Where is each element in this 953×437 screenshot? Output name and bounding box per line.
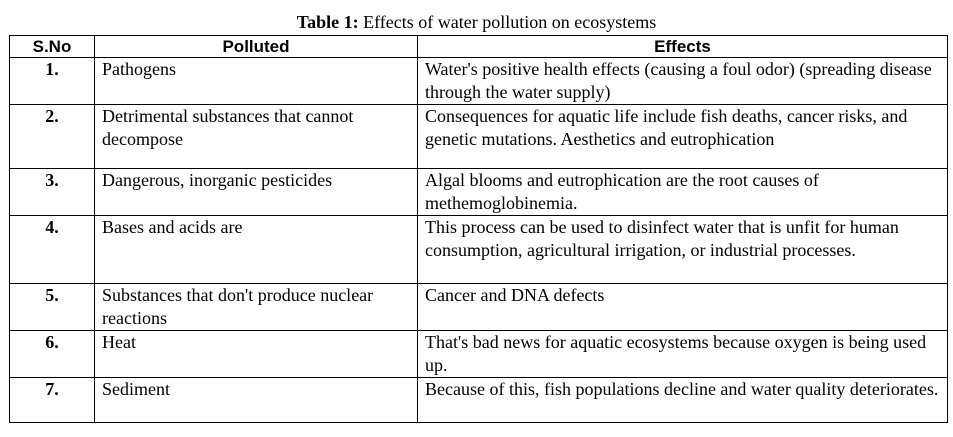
pollution-effects-table — [9, 35, 948, 423]
cell-polluted: Bases and acids are — [95, 216, 418, 284]
cell-sno: 4. — [10, 216, 95, 284]
cell-sno: 5. — [10, 284, 95, 331]
table-row — [10, 58, 948, 105]
table-row — [10, 284, 948, 331]
table-row — [10, 331, 948, 378]
table-row — [10, 216, 948, 284]
cell-sno: 7. — [10, 378, 95, 423]
cell-polluted: Detrimental substances that cannot decompose — [95, 105, 418, 169]
table-row — [10, 105, 948, 169]
cell-sno: 2. — [10, 105, 95, 169]
cell-sno: 3. — [10, 169, 95, 216]
table-header-row — [10, 36, 948, 58]
header-polluted: Polluted — [95, 36, 418, 58]
cell-polluted: Pathogens — [95, 58, 418, 105]
cell-polluted: Substances that don't produce nuclear reactions — [95, 284, 418, 331]
cell-effects: Consequences for aquatic life include fish deaths, cancer risks, and genetic mutations. Aesthetics and eutrophication — [418, 105, 948, 169]
cell-effects: This process can be used to disinfect water that is unfit for human consumption, agricultural irrigation, or industrial processes. — [418, 216, 948, 284]
table-row — [10, 378, 948, 423]
cell-sno: 1. — [10, 58, 95, 105]
cell-effects: Cancer and DNA defects — [418, 284, 948, 331]
caption-label: Table 1: — [296, 12, 359, 32]
caption-title: Effects of water pollution on ecosystems — [358, 12, 657, 32]
header-effects: Effects — [418, 36, 948, 58]
table-row — [10, 169, 948, 216]
cell-sno: 6. — [10, 331, 95, 378]
table-caption — [0, 11, 953, 33]
cell-effects: Water's positive health effects (causing a foul odor) (spreading disease through the water supply) — [418, 58, 948, 105]
cell-polluted: Heat — [95, 331, 418, 378]
header-sno: S.No — [10, 36, 95, 58]
cell-polluted: Sediment — [95, 378, 418, 423]
cell-effects: Because of this, fish populations decline and water quality deteriorates. — [418, 378, 948, 423]
cell-polluted: Dangerous, inorganic pesticides — [95, 169, 418, 216]
cell-effects: Algal blooms and eutrophication are the root causes of methemoglobinemia. — [418, 169, 948, 216]
cell-effects: That's bad news for aquatic ecosystems because oxygen is being used up. — [418, 331, 948, 378]
